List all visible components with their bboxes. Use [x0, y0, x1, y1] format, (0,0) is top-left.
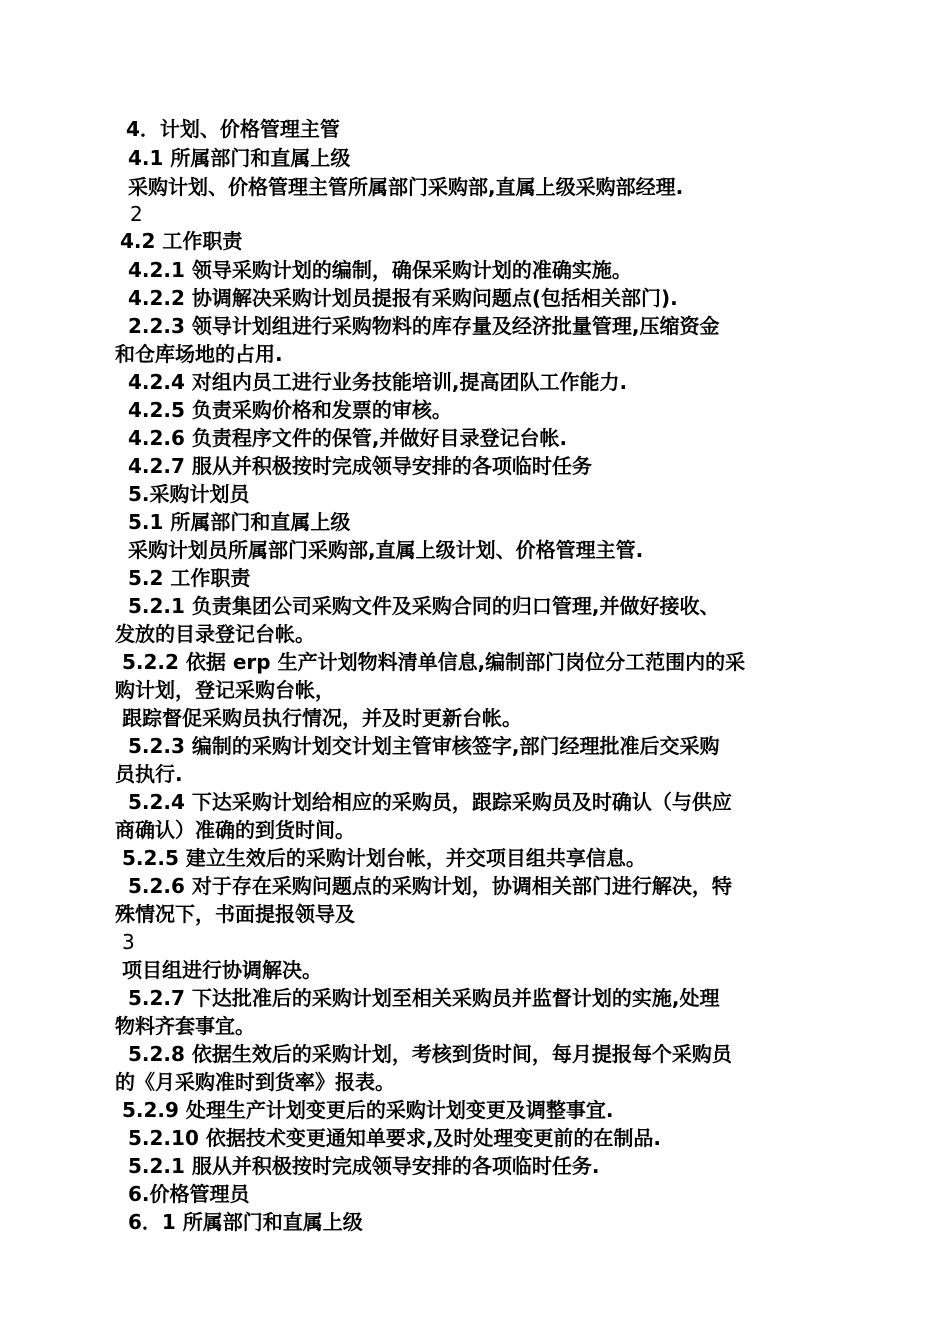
text-line: 员执行. [115, 762, 183, 786]
text-line: 商确认）准确的到货时间。 [115, 818, 355, 842]
heading-section-6: 6.价格管理员 [128, 1182, 250, 1206]
text-line: 5.2.6 对于存在采购问题点的采购计划，协调相关部门进行解决，特 [128, 874, 732, 898]
text-line: 的《月采购准时到货率》报表。 [115, 1070, 395, 1094]
text-line: 4.2.4 对组内员工进行业务技能培训,提高团队工作能力. [128, 370, 628, 394]
text-line: 5.2.7 下达批准后的采购计划至相关采购员并监督计划的实施,处理 [128, 986, 720, 1010]
text-line: 5.2.10 依据技术变更通知单要求,及时处理变更前的在制品. [128, 1126, 662, 1150]
text-line: 采购计划、价格管理主管所属部门采购部,直属上级采购部经理. [128, 175, 684, 199]
text-line: 5.2.3 编制的采购计划交计划主管审核签字,部门经理批准后交采购 [128, 734, 720, 758]
text-line: 和仓库场地的占用. [115, 342, 283, 366]
text-line: 购计划，登记采购台帐， [115, 678, 335, 702]
text-line: 5.2.1 服从并积极按时完成领导安排的各项临时任务. [128, 1154, 600, 1178]
subheading-4-1: 4.1 所属部门和直属上级 [128, 146, 351, 170]
text-line: 4.2.1 领导采购计划的编制，确保采购计划的准确实施。 [128, 258, 632, 282]
text-line: 发放的目录登记台帐。 [115, 622, 315, 646]
subheading-5-1: 5.1 所属部门和直属上级 [128, 510, 351, 534]
text-line: 5.2.2 依据 erp 生产计划物料清单信息,编制部门岗位分工范围内的采 [122, 650, 746, 674]
heading-section-5: 5.采购计划员 [128, 482, 250, 506]
heading-section-4: 4．计划、价格管理主管 [126, 117, 340, 141]
subheading-4-2: 4.2 工作职责 [120, 229, 243, 253]
subheading-6-1: 6．1 所属部门和直属上级 [128, 1210, 363, 1234]
text-line: 5.2.8 依据生效后的采购计划，考核到货时间，每月提报每个采购员 [128, 1042, 732, 1066]
text-line: 5.2.9 处理生产计划变更后的采购计划变更及调整事宜. [122, 1098, 614, 1122]
text-line: 跟踪督促采购员执行情况，并及时更新台帐。 [122, 706, 522, 730]
text-line: 5.2.5 建立生效后的采购计划台帐，并交项目组共享信息。 [122, 846, 646, 870]
page-number: 3 [122, 930, 135, 954]
text-line: 殊情况下，书面提报领导及 [115, 902, 355, 926]
text-line: 采购计划员所属部门采购部,直属上级计划、价格管理主管. [128, 538, 644, 562]
text-line: 4.2.2 协调解决采购计划员提报有采购问题点(包括相关部门). [128, 286, 678, 310]
text-line: 5.2.1 负责集团公司采购文件及采购合同的归口管理,并做好接收、 [128, 594, 720, 618]
text-line: 4.2.5 负责采购价格和发票的审核。 [128, 398, 452, 422]
text-line: 4.2.6 负责程序文件的保管,并做好目录登记台帐. [128, 426, 568, 450]
text-line: 2.2.3 领导计划组进行采购物料的库存量及经济批量管理,压缩资金 [128, 314, 720, 338]
text-line: 4.2.7 服从并积极按时完成领导安排的各项临时任务 [128, 454, 592, 478]
text-line: 物料齐套事宜。 [115, 1014, 255, 1038]
subheading-5-2: 5.2 工作职责 [128, 566, 251, 590]
text-line: 项目组进行协调解决。 [122, 958, 322, 982]
page-number: 2 [130, 202, 143, 226]
text-line: 5.2.4 下达采购计划给相应的采购员，跟踪采购员及时确认（与供应 [128, 790, 732, 814]
